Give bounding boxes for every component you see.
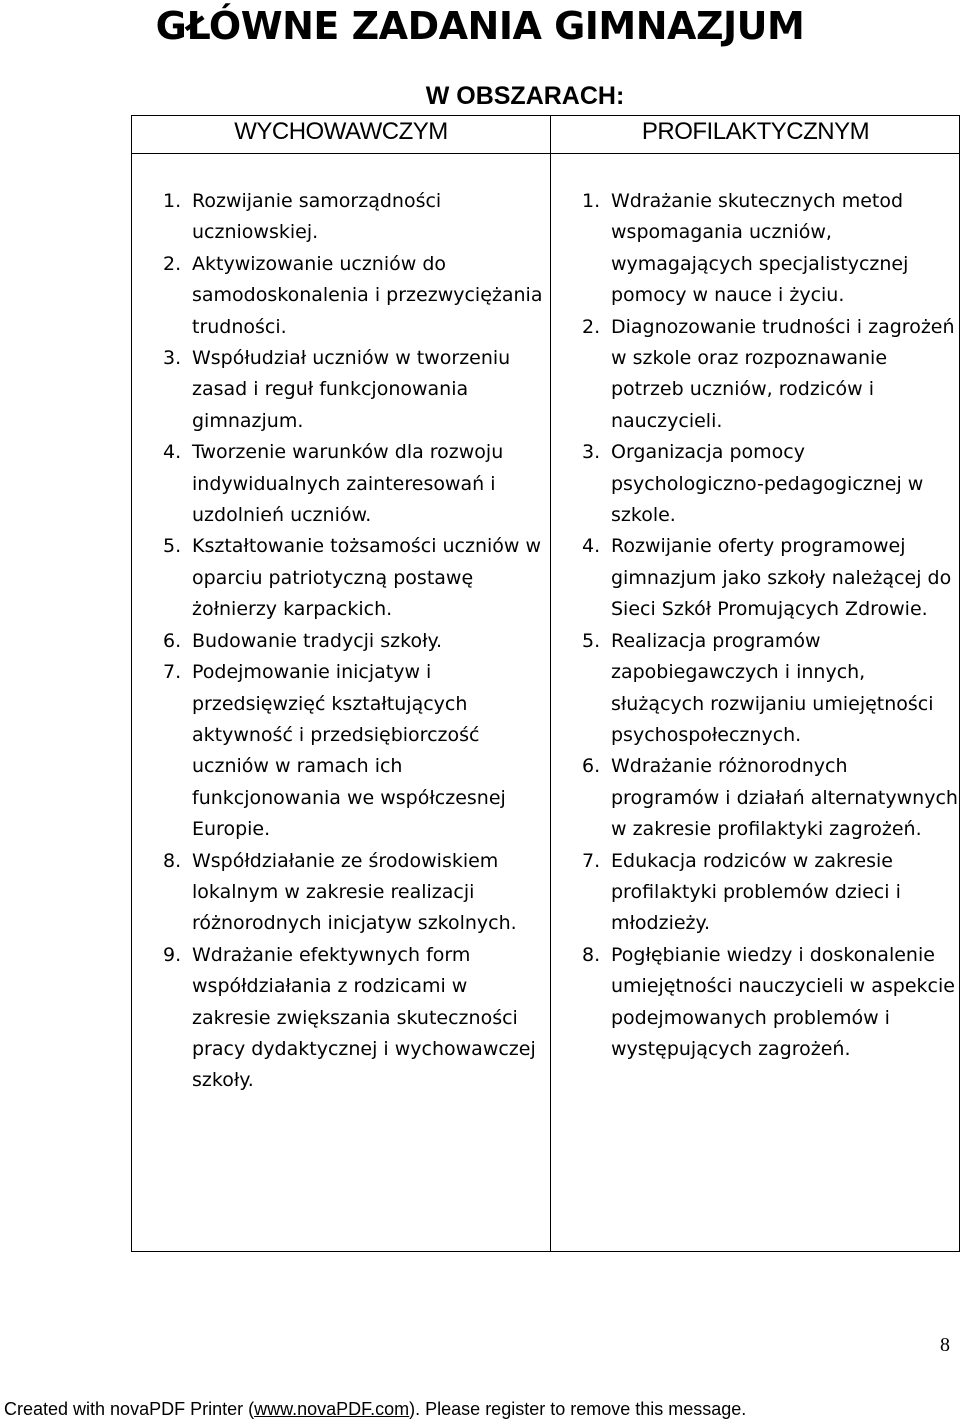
list-item: [163, 657, 543, 845]
list-item: [163, 249, 543, 343]
item-number: 1.: [582, 190, 601, 212]
item-text: Aktywizowanie uczniów do samodoskonalenia i przezwyciężania trudności.: [192, 252, 543, 338]
list-item: [163, 846, 543, 940]
item-number: 8.: [582, 943, 601, 966]
item-number: 2.: [582, 315, 601, 338]
page-number: 8: [940, 1334, 950, 1356]
item-text: Pogłębianie wiedzy i doskonalenie umiejętności nauczycieli w aspekcie podejmowanych problemów i występujących zagrożeń.: [611, 943, 955, 1060]
preventive-task-list: [582, 186, 960, 1065]
item-text: Rozwijanie oferty programowej gimnazjum jako szkoły należącej do Sieci Szkół Promujących Zdrowie.: [611, 535, 952, 621]
item-text: Organizacja pomocy psychologiczno-pedagogicznej w szkole.: [611, 441, 924, 527]
item-text: Kształtowanie tożsamości uczniów w oparciu patriotyczną postawę żołnierzy karpackich.: [192, 535, 542, 621]
footer-suffix: ). Please register to remove this message.: [409, 1399, 747, 1419]
item-number: 6.: [582, 755, 601, 778]
footer-prefix: Created with novaPDF Printer (: [4, 1399, 255, 1419]
list-item: [582, 437, 960, 531]
item-number: 4.: [163, 441, 182, 464]
item-number: 6.: [163, 629, 182, 652]
item-text: Budowanie tradycji szkoły.: [192, 629, 443, 652]
header-divider: [132, 153, 959, 154]
item-number: 9.: [163, 943, 182, 966]
column-header-educational: WYCHOWAWCZYM: [234, 118, 448, 145]
list-item: [163, 531, 543, 625]
item-number: 1.: [163, 190, 182, 212]
item-number: 3.: [582, 441, 601, 464]
item-text: Rozwijanie samorządności uczniowskiej.: [192, 190, 442, 244]
item-number: 5.: [163, 535, 182, 558]
item-text: Diagnozowanie trudności i zagrożeń w szkole oraz rozpoznawanie potrzeb uczniów, rodziców i nauczycieli.: [611, 315, 955, 432]
item-text: Wdrażanie efektywnych form współdziałania z rodzicami w zakresie zwiększania skuteczności pracy dydaktycznej i wychowawczej szkoły.: [192, 943, 536, 1092]
footer-link[interactable]: www.novaPDF.com: [254, 1399, 410, 1419]
document-subtitle: W OBSZARACH:: [425, 82, 625, 110]
item-number: 5.: [582, 629, 601, 652]
list-item: [582, 940, 960, 1066]
educational-task-list: [163, 186, 543, 1097]
item-text: Współudział uczniów w tworzeniu zasad i reguł funkcjonowania gimnazjum.: [192, 347, 511, 432]
list-item: [582, 846, 960, 940]
list-item: [582, 186, 960, 312]
item-number: 3.: [163, 347, 182, 370]
item-text: Wdrażanie skutecznych metod wspomagania uczniów, wymagających specjalistycznej pomocy w nauce i życiu.: [611, 190, 909, 307]
footer-watermark: [4, 1399, 746, 1420]
item-number: 8.: [163, 849, 182, 872]
list-item: [582, 312, 960, 438]
list-item: [582, 751, 960, 845]
list-item: [163, 343, 543, 437]
document-title: GŁÓWNE ZADANIA GIMNAZJUM: [155, 4, 805, 48]
item-number: 2.: [163, 252, 182, 275]
item-text: Tworzenie warunków dla rozwoju indywidualnych zainteresowań i uzdolnień uczniów.: [192, 441, 504, 527]
item-text: Wdrażanie różnorodnych programów i działań alternatywnych w zakresie profilaktyki zagrożeń.: [611, 755, 958, 841]
item-number: 7.: [582, 849, 601, 872]
list-item: [163, 626, 543, 657]
item-text: Współdziałanie ze środowiskiem lokalnym w zakresie realizacji różnorodnych inicjatyw szkolnych.: [192, 849, 517, 935]
list-item: [582, 531, 960, 625]
list-item: [163, 437, 543, 531]
item-text: Edukacja rodziców w zakresie profilaktyki problemów dzieci i młodzieży.: [611, 849, 901, 935]
item-text: Podejmowanie inicjatyw i przedsięwzięć kształtujących aktywność i przedsiębiorczość uczniów w ramach ich funkcjonowania we współczesnej Europie.: [192, 661, 506, 841]
list-item: [582, 626, 960, 752]
item-number: 4.: [582, 535, 601, 558]
areas-table: [131, 115, 960, 1252]
list-item: [163, 186, 543, 249]
item-text: Realizacja programów zapobiegawczych i innych, służących rozwijaniu umiejętności psychospołecznych.: [611, 629, 934, 746]
list-item: [163, 940, 543, 1097]
item-number: 7.: [163, 661, 182, 684]
column-header-preventive: PROFILAKTYCZNYM: [641, 118, 870, 145]
column-divider: [550, 116, 551, 1251]
